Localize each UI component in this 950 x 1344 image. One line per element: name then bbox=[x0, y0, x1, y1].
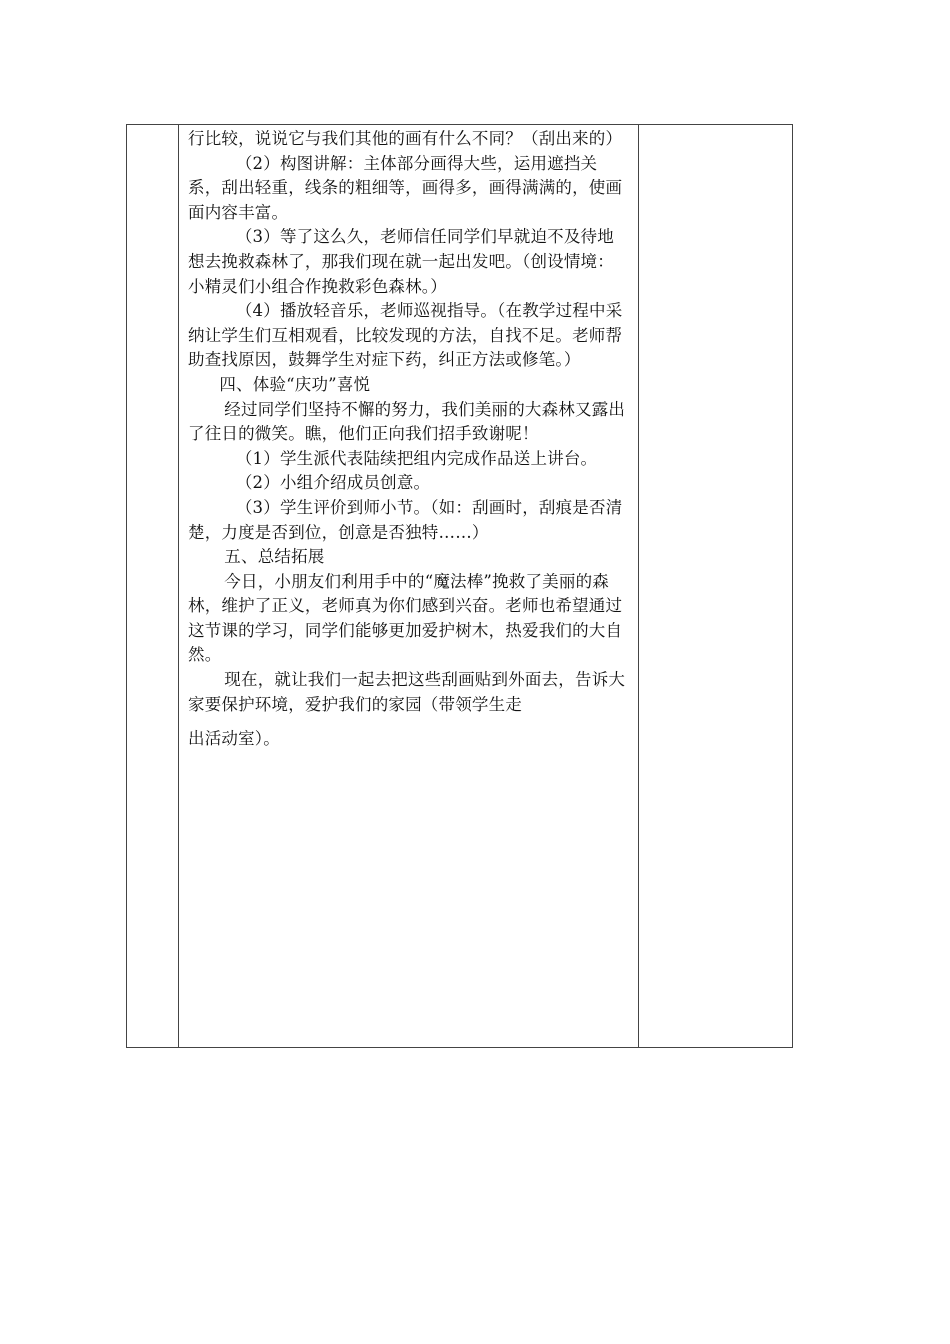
teaching-process-text bbox=[179, 125, 638, 752]
paragraph: 今日，小朋友们利用手中的“魔法棒”挽救了美丽的森林，维护了正义，老师真为你们感到兴奋。老师也希望通过这节课的学习，同学们能够更加爱护树木，热爱我们的大自然。 bbox=[188, 571, 623, 665]
paragraph: （3）学生评价到师小节。（如：刮画时，刮痕是否清楚，力度是否到位，创意是否独特……） bbox=[188, 497, 623, 542]
paragraph: （3）等了这么久，老师信任同学们早就迫不及待地想去挽救森林了，那我们现在就一起出发吧。（创设情境：小精灵们小组合作挽救彩色森林。） bbox=[188, 227, 614, 296]
teaching-process-cell bbox=[179, 125, 639, 1048]
paragraph: 现在，就让我们一起去把这些刮画贴到外面去，告诉大家要保护环境，爱护我们的家园（带领学生走 bbox=[188, 670, 626, 714]
paragraph: （2）小组介绍成员创意。 bbox=[235, 473, 431, 493]
paragraph: （4）播放轻音乐，老师巡视指导。（在教学过程中采纳让学生们互相观看，比较发现的方法，自找不足。老师帮助查找原因，鼓舞学生对症下药，纠正方法或修笔。） bbox=[188, 301, 623, 370]
paragraph: 经过同学们坚持不懈的努力，我们美丽的大森林又露出了往日的微笑。瞧，他们正向我们招手致谢呢！ bbox=[188, 399, 626, 444]
paragraph: （1）学生派代表陆续把组内完成作品送上讲台。 bbox=[235, 448, 598, 468]
paragraph: 出活动室）。 bbox=[188, 729, 280, 749]
table-row bbox=[127, 125, 793, 1048]
lesson-plan-table bbox=[126, 124, 793, 1048]
notes-column-cell bbox=[639, 125, 793, 1048]
left-column-cell bbox=[127, 125, 179, 1048]
paragraph: （2）构图讲解：主体部分画得大些，运用遮挡关系，刮出轻重，线条的粗细等，画得多，画得满满的，使画面内容丰富。 bbox=[188, 153, 623, 222]
section-heading: 四、体验“庆功”喜悦 bbox=[219, 374, 371, 394]
section-heading: 五、总结拓展 bbox=[224, 547, 325, 567]
paragraph: 行比较，说说它与我们其他的画有什么不同？（刮出来的） bbox=[188, 129, 623, 148]
